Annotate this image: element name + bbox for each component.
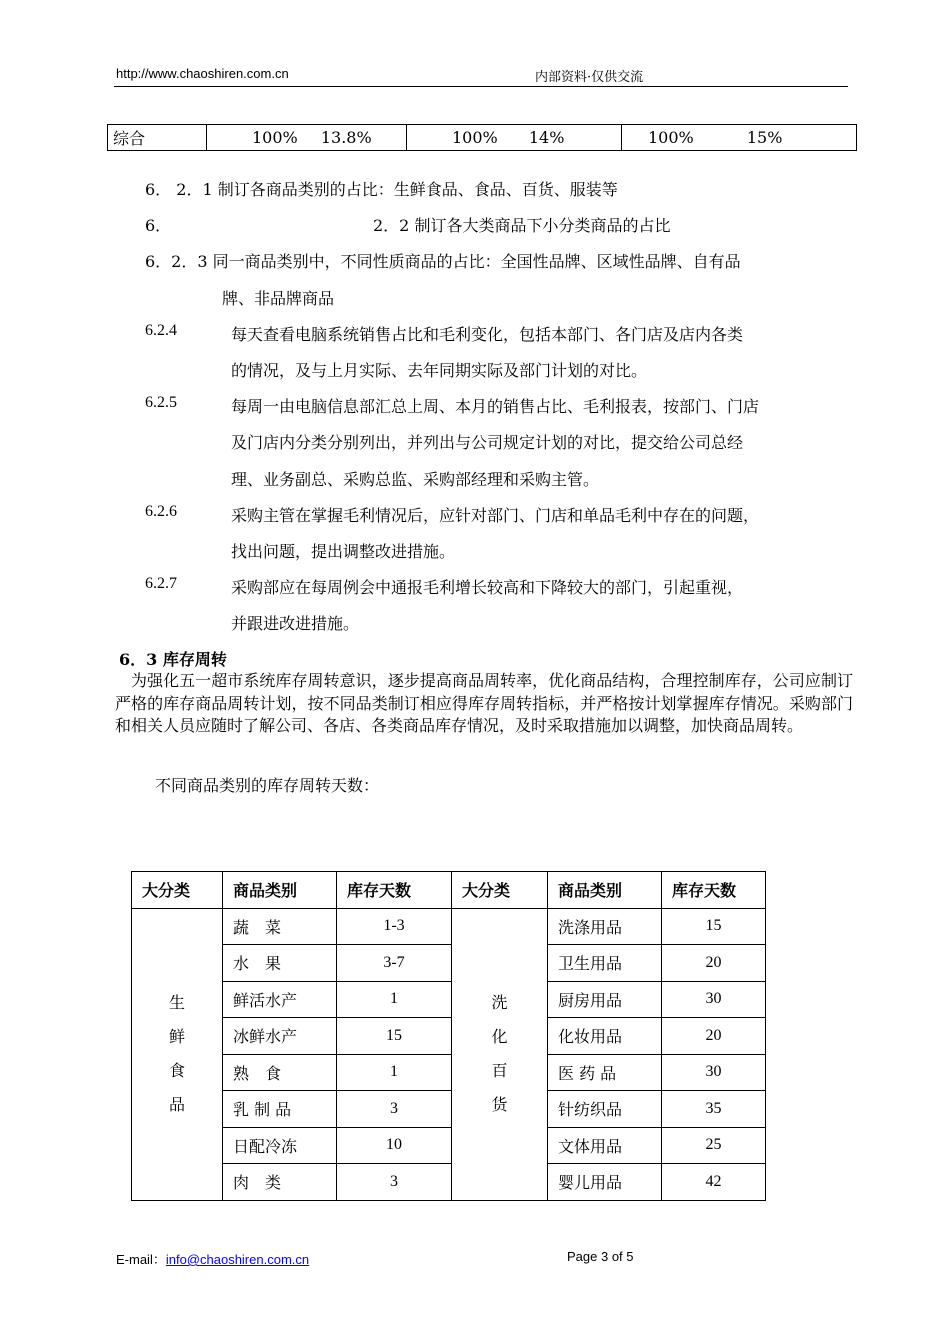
table-cell: 厨房用品 <box>548 981 662 1018</box>
table-cell: 3 <box>337 1091 452 1128</box>
column-header: 商品类别 <box>223 872 337 909</box>
table-cell: 20 <box>662 945 766 982</box>
item-6-2-5-cont: 及门店内分类分别列出，并列出与公司规定计划的对比，提交给公司总经 <box>231 433 744 452</box>
table-cell: 15 <box>337 1018 452 1055</box>
table-row <box>132 945 766 982</box>
table-cell: 冰鲜水产 <box>223 1018 337 1055</box>
table-row <box>132 1127 766 1164</box>
category-char: 品 <box>168 1095 185 1114</box>
item-6-2-5-number: 6.2.5 <box>145 394 177 411</box>
header-divider <box>114 86 848 87</box>
table-cell: 卫生用品 <box>548 945 662 982</box>
item-6-2-4-cont: 的情况，及与上月实际、去年同期实际及部门计划的对比。 <box>231 361 648 380</box>
column-header: 库存天数 <box>662 872 766 909</box>
column-header: 大分类 <box>132 872 223 909</box>
table-cell: 乳 制 品 <box>223 1091 337 1128</box>
item-6-2-1: 6． 2．1 制订各商品类别的占比：生鲜食品、食品、百货、服装等 <box>145 180 618 199</box>
item-6-2-7: 采购部应在每周例会中通报毛利增长较高和下降较大的部门，引起重视， <box>231 578 744 597</box>
item-6-2-4: 每天查看电脑系统销售占比和毛利变化，包括本部门、各门店及店内各类 <box>231 325 744 344</box>
item-6-2-3: 6．2．3 同一商品类别中，不同性质商品的占比：全国性品牌、区域性品牌、自有品 <box>145 252 741 271</box>
summary-cell <box>407 125 622 151</box>
category-char: 食 <box>168 1061 185 1080</box>
table-cell: 25 <box>662 1127 766 1164</box>
table-cell: 15 <box>662 908 766 945</box>
table-cell: 针纺织品 <box>548 1091 662 1128</box>
category-char: 洗 <box>491 993 508 1012</box>
item-6-2-6-number: 6.2.6 <box>145 503 177 520</box>
page-number: Page 3 of 5 <box>567 1249 634 1264</box>
category-fresh-food <box>132 908 223 1200</box>
summary-value: 15% <box>746 128 783 147</box>
category-char: 鲜 <box>168 1027 185 1046</box>
category-char: 货 <box>491 1095 508 1114</box>
table-cell: 洗涤用品 <box>548 908 662 945</box>
table-cell: 鲜活水产 <box>223 981 337 1018</box>
table-cell: 30 <box>662 1054 766 1091</box>
footer-email-label: E-mail： <box>116 1252 166 1267</box>
summary-value: 100% <box>452 128 498 147</box>
table-row <box>132 1018 766 1055</box>
inventory-table <box>131 871 766 1201</box>
table-cell: 日配冷冻 <box>223 1127 337 1164</box>
table-cell: 医 药 品 <box>548 1054 662 1091</box>
item-6-2-4-number: 6.2.4 <box>145 322 177 339</box>
table-cell: 3-7 <box>337 945 452 982</box>
table-intro: 不同商品类别的库存周转天数： <box>155 776 380 795</box>
summary-value: 100% <box>648 128 694 147</box>
column-header: 商品类别 <box>548 872 662 909</box>
table-cell: 1 <box>337 981 452 1018</box>
header-note: 内部资料·仅供交流 <box>535 70 644 85</box>
summary-value: 14% <box>528 128 565 147</box>
table-cell: 20 <box>662 1018 766 1055</box>
item-6-2-3-cont: 牌、非品牌商品 <box>222 289 335 308</box>
table-cell: 30 <box>662 981 766 1018</box>
email-link[interactable]: info@chaoshiren.com.cn <box>165 1252 310 1267</box>
table-row <box>132 981 766 1018</box>
table-row <box>132 908 766 945</box>
item-6-2-5: 每周一由电脑信息部汇总上周、本月的销售占比、毛利报表，按部门、门店 <box>231 397 760 416</box>
table-cell: 熟 食 <box>223 1054 337 1091</box>
table-cell: 婴儿用品 <box>548 1164 662 1201</box>
summary-label: 综合 <box>108 125 207 151</box>
table-cell: 10 <box>337 1127 452 1164</box>
table-row <box>132 1054 766 1091</box>
item-6-2-7-cont: 并跟进改进措施。 <box>231 614 360 633</box>
header-url: http://www.chaoshiren.com.cn <box>116 66 289 81</box>
item-6-2-6: 采购主管在掌握毛利情况后，应针对部门、门店和单品毛利中存在的问题， <box>231 506 760 525</box>
table-cell: 1 <box>337 1054 452 1091</box>
table-row <box>132 1091 766 1128</box>
category-char: 化 <box>491 1027 508 1046</box>
category-household <box>452 908 548 1200</box>
category-char: 百 <box>491 1061 508 1080</box>
item-6-2-5-cont: 理、业务副总、采购总监、采购部经理和采购主管。 <box>231 470 600 489</box>
item-6-2-6-cont: 找出问题，提出调整改进措施。 <box>231 542 456 561</box>
footer-email <box>116 1249 309 1268</box>
table-header-row <box>132 872 766 909</box>
summary-cell <box>622 125 857 151</box>
section-title: 6．3 库存周转 <box>119 650 227 669</box>
category-char: 生 <box>168 993 185 1012</box>
table-cell: 文体用品 <box>548 1127 662 1164</box>
table-cell: 化妆用品 <box>548 1018 662 1055</box>
table-cell: 1-3 <box>337 908 452 945</box>
table-cell: 水 果 <box>223 945 337 982</box>
item-6-2-2-number: 6． <box>145 216 172 235</box>
section-paragraph: 为强化五一超市系统库存周转意识，逐步提高商品周转率，优化商品结构，合理控制库存，公司应制订严格的库存商品周转计划，按不同品类制订相应得库存周转指标，并严格按计划掌握库存情况。采购部门和相关人员应随时了解公司、各店、各类商品库存情况，及时采取措施加以调整，加快商品周转。 <box>115 671 853 735</box>
table-cell: 3 <box>337 1164 452 1201</box>
column-header: 大分类 <box>452 872 548 909</box>
table-cell: 蔬 菜 <box>223 908 337 945</box>
column-header: 库存天数 <box>337 872 452 909</box>
summary-cell <box>207 125 407 151</box>
item-6-2-2: 2．2 制订各大类商品下小分类商品的占比 <box>373 216 671 235</box>
table-cell: 肉 类 <box>223 1164 337 1201</box>
summary-table <box>107 124 857 151</box>
table-row <box>108 125 857 151</box>
item-6-2-7-number: 6.2.7 <box>145 575 177 592</box>
summary-value: 100% <box>252 128 298 147</box>
table-cell: 35 <box>662 1091 766 1128</box>
table-row <box>132 1164 766 1201</box>
summary-value: 13.8% <box>320 128 372 147</box>
table-cell: 42 <box>662 1164 766 1201</box>
